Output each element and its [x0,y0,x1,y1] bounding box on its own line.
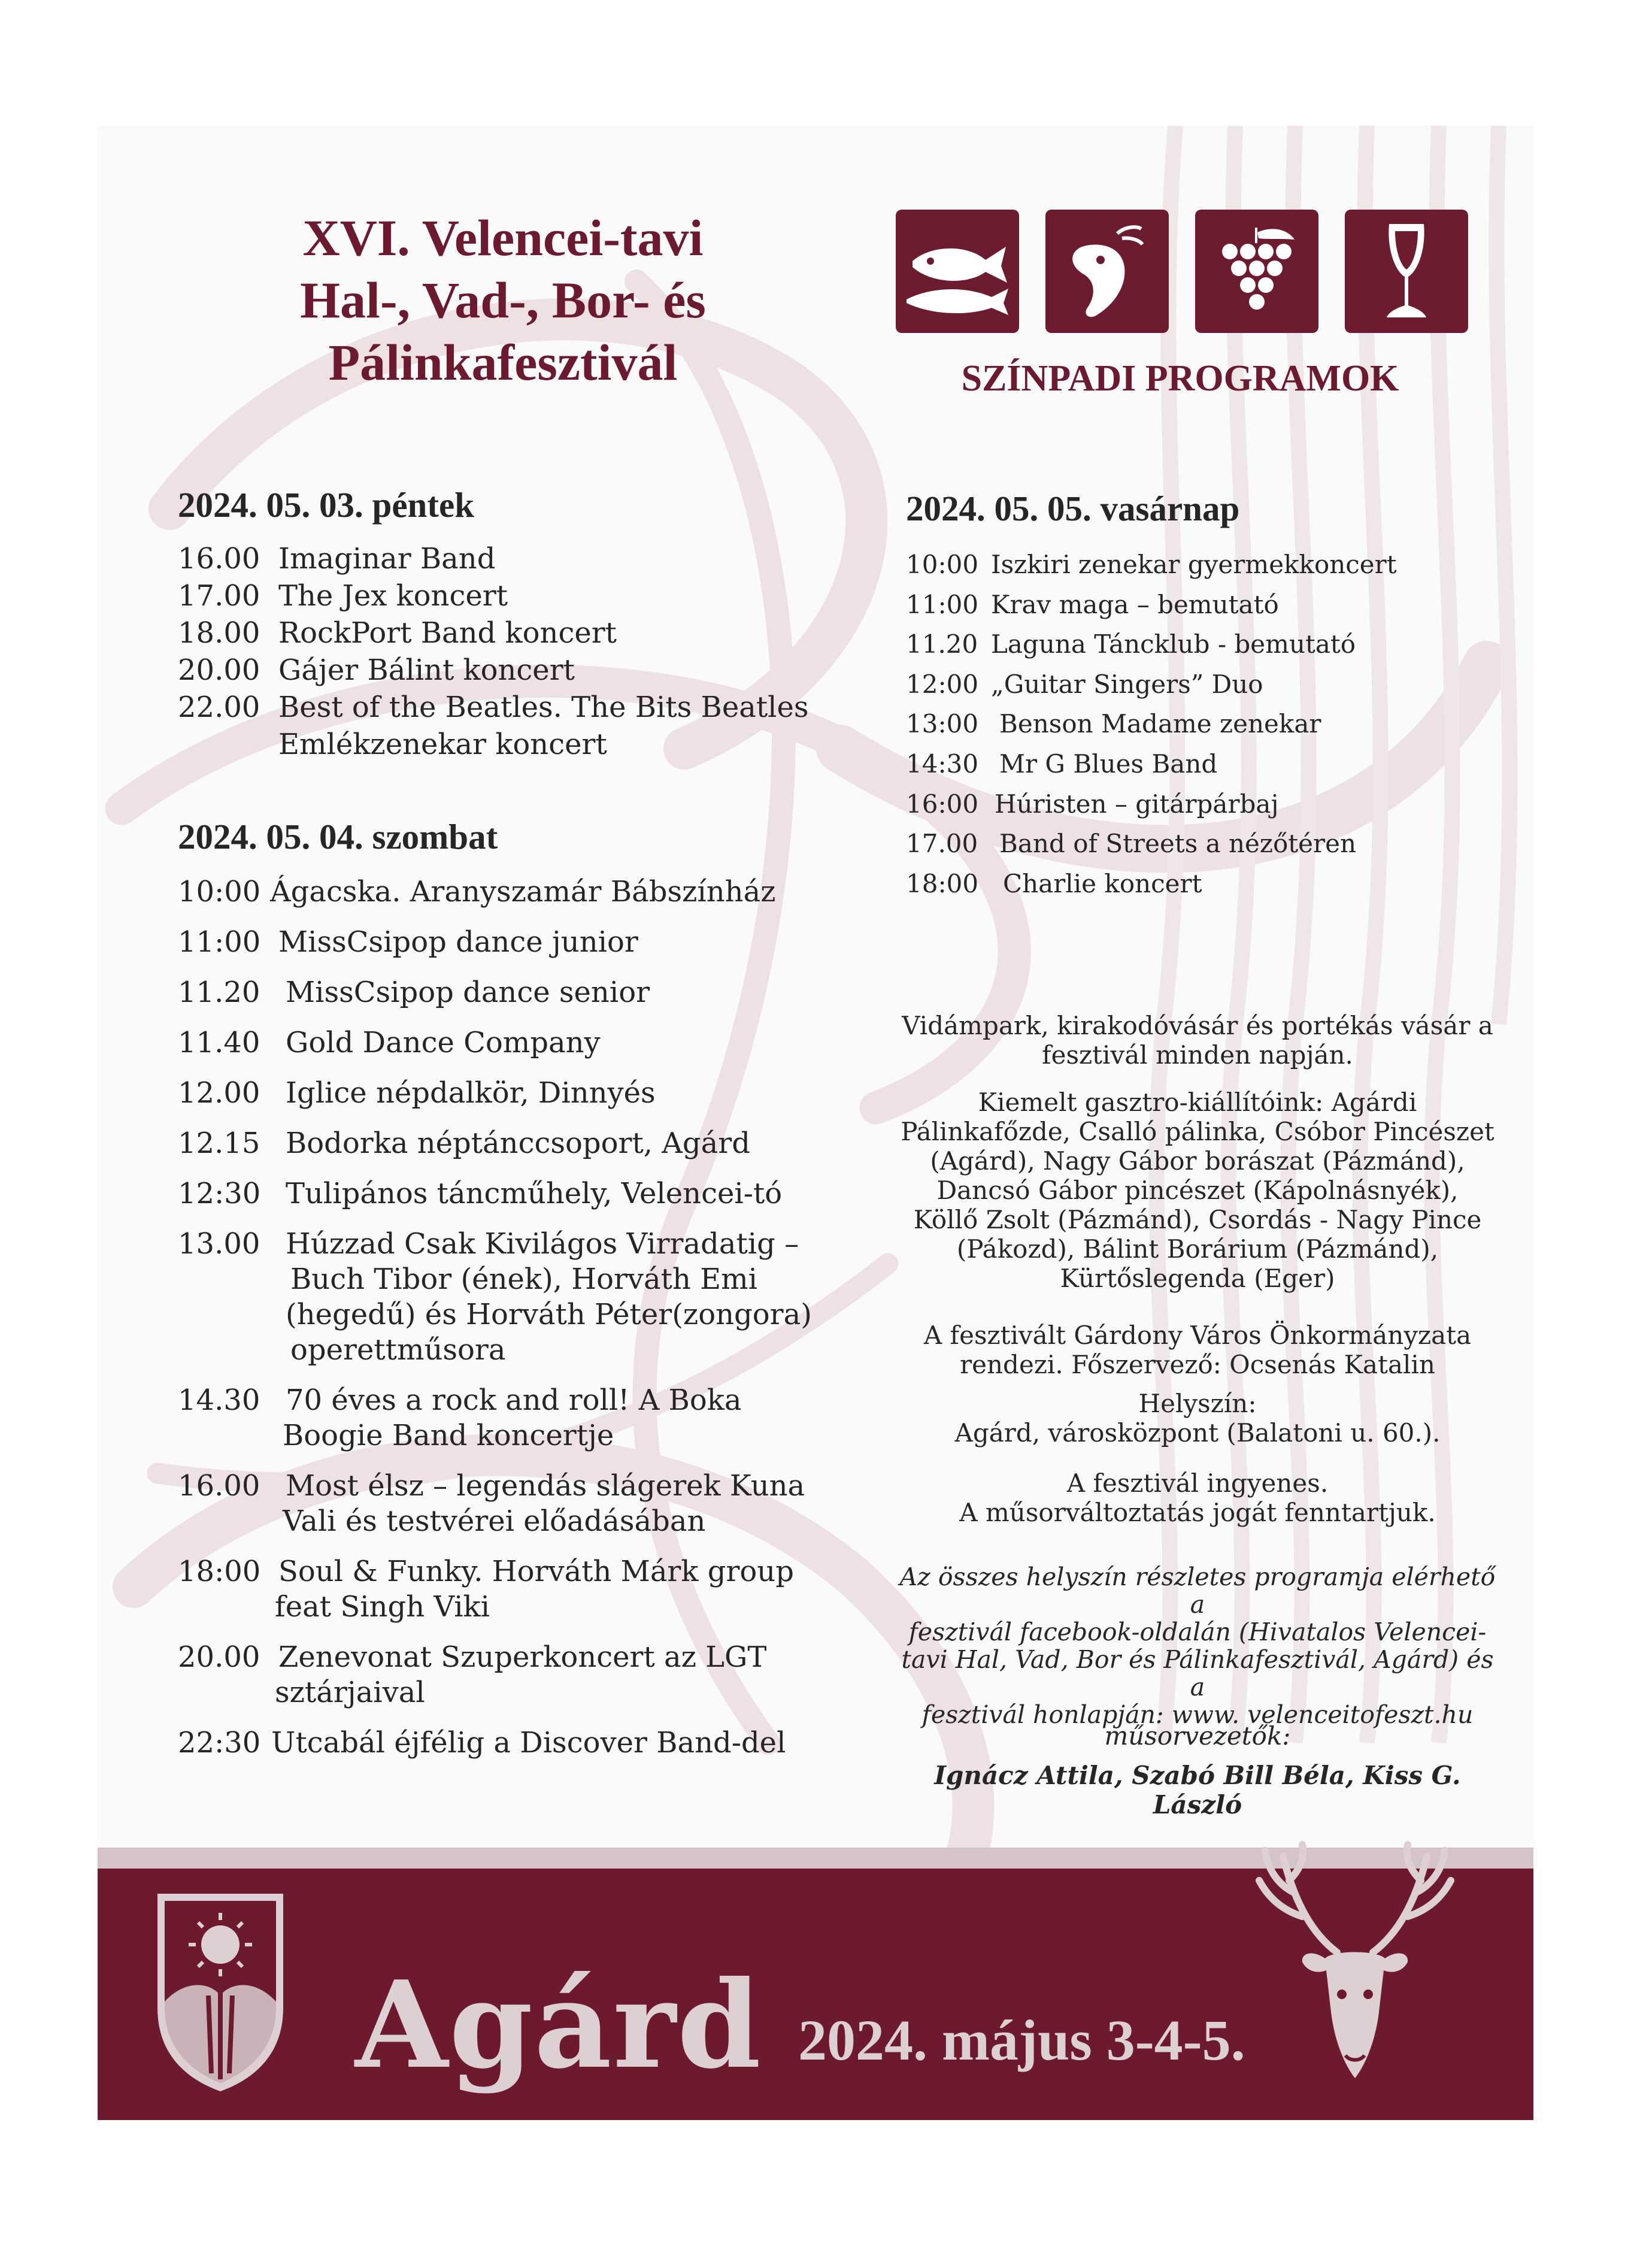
title-line-3: Pálinkafesztivál [328,334,678,391]
schedule-time: 13:00 [906,709,979,739]
schedule-time: 11.40 [178,1026,260,1059]
venue-label: Helyszín: [1138,1389,1257,1418]
schedule-time: 17.00 [178,579,260,613]
schedule-event: Charlie koncert [1003,868,1202,898]
schedule-item [178,1725,848,1761]
schedule-time: 18:00 [178,1555,261,1588]
schedule-event: The Jex koncert [278,579,508,613]
schedule-time: 12.00 [178,1076,260,1110]
festival-title [174,207,832,393]
stage-programs-heading: SZÍNPADI PROGRAMOK [961,358,1399,399]
schedule-time: 18:00 [906,868,979,898]
schedule-event-cont: operettműsora [290,1333,506,1367]
schedule-event: Mr G Blues Band [999,749,1218,779]
schedule-event: Bodorka néptánccsoport, Agárd [286,1127,750,1160]
web-info: Az összes helyszín részletes programja elérhető a fesztivál facebook-oldalán (Hivatalos Velencei- tavi Hal, Vad, Bor és Pálinkafesztivál, Agárd) és a fesztivál honlapján: www. velenceitofeszt.hu [899,1563,1496,1729]
schedule-item [178,577,848,614]
deer-head-icon [1247,1833,1463,2084]
schedule-event-cont: Boogie Band koncertje [283,1419,614,1452]
schedule-event: Best of the Beatles. The Bits Beatles [278,691,809,724]
schedule-event-cont: sztárjaival [275,1676,425,1709]
schedule-item [178,1076,848,1111]
agard-crest-icon [151,1882,289,2097]
free-entry-info: A fesztivál ingyenes. A műsorváltoztatás jogát fenntartjuk. [959,1468,1436,1527]
schedule-item [906,744,1445,785]
schedule-event: Krav maga – bemutató [991,589,1279,619]
schedule-event: Tulipános táncműhely, Velencei-tó [286,1177,783,1210]
poster-sheet [98,126,1533,1875]
grapes-icon [1195,210,1318,333]
schedule-item [178,1025,848,1061]
schedule-event: Benson Madame zenekar [999,709,1321,739]
friday-heading: 2024. 05. 03. péntek [178,485,474,525]
schedule-event: Utcabál éjfélig a Discover Band-del [271,1726,786,1760]
hosts-names: Ignácz Attila, Szabó Bill Béla, Kiss G. László [934,1761,1461,1819]
sunday-schedule [906,545,1445,904]
schedule-event: Laguna Táncklub - bemutató [991,629,1356,659]
schedule-item [906,785,1445,825]
schedule-item [178,1227,848,1368]
schedule-event: Gájer Bálint koncert [278,653,575,687]
schedule-item [906,824,1445,864]
schedule-time: 10:00 [906,550,979,579]
saturday-heading: 2024. 05. 04. szombat [178,817,498,856]
footer-banner [98,1869,1533,2120]
schedule-time: 20.00 [178,1640,260,1674]
venue-info: Agárd, városközpont (Balatoni u. 60.). [954,1418,1441,1448]
schedule-item [178,874,848,910]
schedule-time: 10:00 [178,875,261,909]
schedule-time: 11:00 [178,925,261,959]
schedule-time: 11.20 [178,976,260,1009]
schedule-time: 11:00 [906,589,979,619]
schedule-time: 18.00 [178,616,260,650]
schedule-item [906,545,1445,585]
schedule-item [178,925,848,960]
schedule-event: Imaginar Band [278,542,496,576]
title-line-2: Hal-, Vad-, Bor- és [300,271,706,329]
schedule-item [178,1468,848,1539]
schedule-time: 12.15 [178,1127,260,1160]
friday-schedule [178,540,848,763]
game-animal-icon [1045,210,1169,333]
festival-dates: 2024. május 3-4-5. [798,2008,1245,2072]
schedule-event: MissCsipop dance junior [278,925,638,959]
schedule-time: 16:00 [906,789,979,819]
palinka-glass-icon [1345,210,1468,333]
place-name: Agárd [355,1955,762,2096]
schedule-item [178,540,848,577]
schedule-item [178,1176,848,1212]
schedule-item [178,1126,848,1161]
schedule-item [178,689,848,763]
schedule-event-cont: feat Singh Viki [275,1590,490,1624]
schedule-event: 70 éves a rock and roll! A Boka [286,1383,742,1417]
schedule-event: Gold Dance Company [286,1026,601,1059]
schedule-event: RockPort Band koncert [278,616,617,650]
schedule-event-cont: (hegedű) és Horváth Péter(zongora) [286,1298,812,1331]
exhibitors-info: Kiemelt gasztro-kiállítóink: Agárdi Pálinkafőzde, Csalló pálinka, Csóbor Pincészet (Agárd), Nagy Gábor borászat (Pázmánd), Dancsó Gábor pincészet (Kápolnásnyék), Köllő Zsolt (Pázmánd), Csordás - Nagy Pince (Pákozd), Bálint Borárium (Pázmánd), Kürtőslegenda (Eger) [901,1088,1494,1293]
schedule-event: Soul & Funky. Horváth Márk group [278,1555,794,1588]
schedule-event: Iglice népdalkör, Dinnyés [286,1076,656,1110]
schedule-time: 12:00 [906,669,979,699]
schedule-event-cont: Emlékzenekar koncert [278,728,607,761]
fair-info: Vidámpark, kirakodóvásár és portékás vásár a fesztivál minden napján. [902,1011,1493,1070]
schedule-event: MissCsipop dance senior [286,976,650,1009]
sunday-heading: 2024. 05. 05. vasárnap [906,489,1240,528]
schedule-event: „Guitar Singers” Duo [991,669,1263,699]
schedule-event-cont: Buch Tibor (ének), Horváth Emi [290,1262,758,1296]
schedule-item [906,704,1445,744]
schedule-time: 22:30 [178,1726,261,1760]
schedule-item [178,1383,848,1454]
schedule-time: 16.00 [178,1469,260,1503]
saturday-schedule [178,874,848,1776]
schedule-time: 16.00 [178,542,260,576]
schedule-item [178,1640,848,1710]
fish-icon [896,210,1019,333]
schedule-event: Band of Streets a nézőtéren [999,829,1357,859]
schedule-event: Iszkiri zenekar gyermekkoncert [991,550,1397,579]
schedule-item [906,585,1445,625]
schedule-item [178,614,848,652]
schedule-event: Húzzad Csak Kivilágos Virradatig – [286,1227,799,1261]
schedule-time: 22.00 [178,691,260,724]
schedule-event-cont: Vali és testvérei előadásában [283,1504,706,1538]
schedule-time: 12:30 [178,1177,261,1210]
schedule-item [178,975,848,1010]
schedule-item [178,652,848,689]
schedule-event: Ágacska. Aranyszamár Bábszínház [270,875,776,909]
schedule-item [178,1554,848,1625]
schedule-event: Zenevonat Szuperkoncert az LGT [278,1640,767,1674]
schedule-time: 11.20 [906,629,978,659]
schedule-time: 20.00 [178,653,260,687]
schedule-item [906,665,1445,705]
schedule-time: 17.00 [906,829,978,859]
organizer-info: A fesztivált Gárdony Város Önkormányzata rendezi. Főszervező: Ocsenás Katalin [923,1321,1472,1379]
schedule-item [906,864,1445,904]
hosts-label: műsorvezetők: [1104,1721,1291,1751]
title-line-1: XVI. Velencei-tavi [302,209,704,267]
schedule-time: 14:30 [906,749,979,779]
schedule-item [906,625,1445,665]
schedule-time: 13.00 [178,1227,260,1261]
schedule-event: Húristen – gitárpárbaj [995,789,1279,819]
theme-icon-row [896,210,1465,333]
schedule-event: Most élsz – legendás slágerek Kuna [286,1469,805,1503]
schedule-time: 14.30 [178,1383,260,1417]
